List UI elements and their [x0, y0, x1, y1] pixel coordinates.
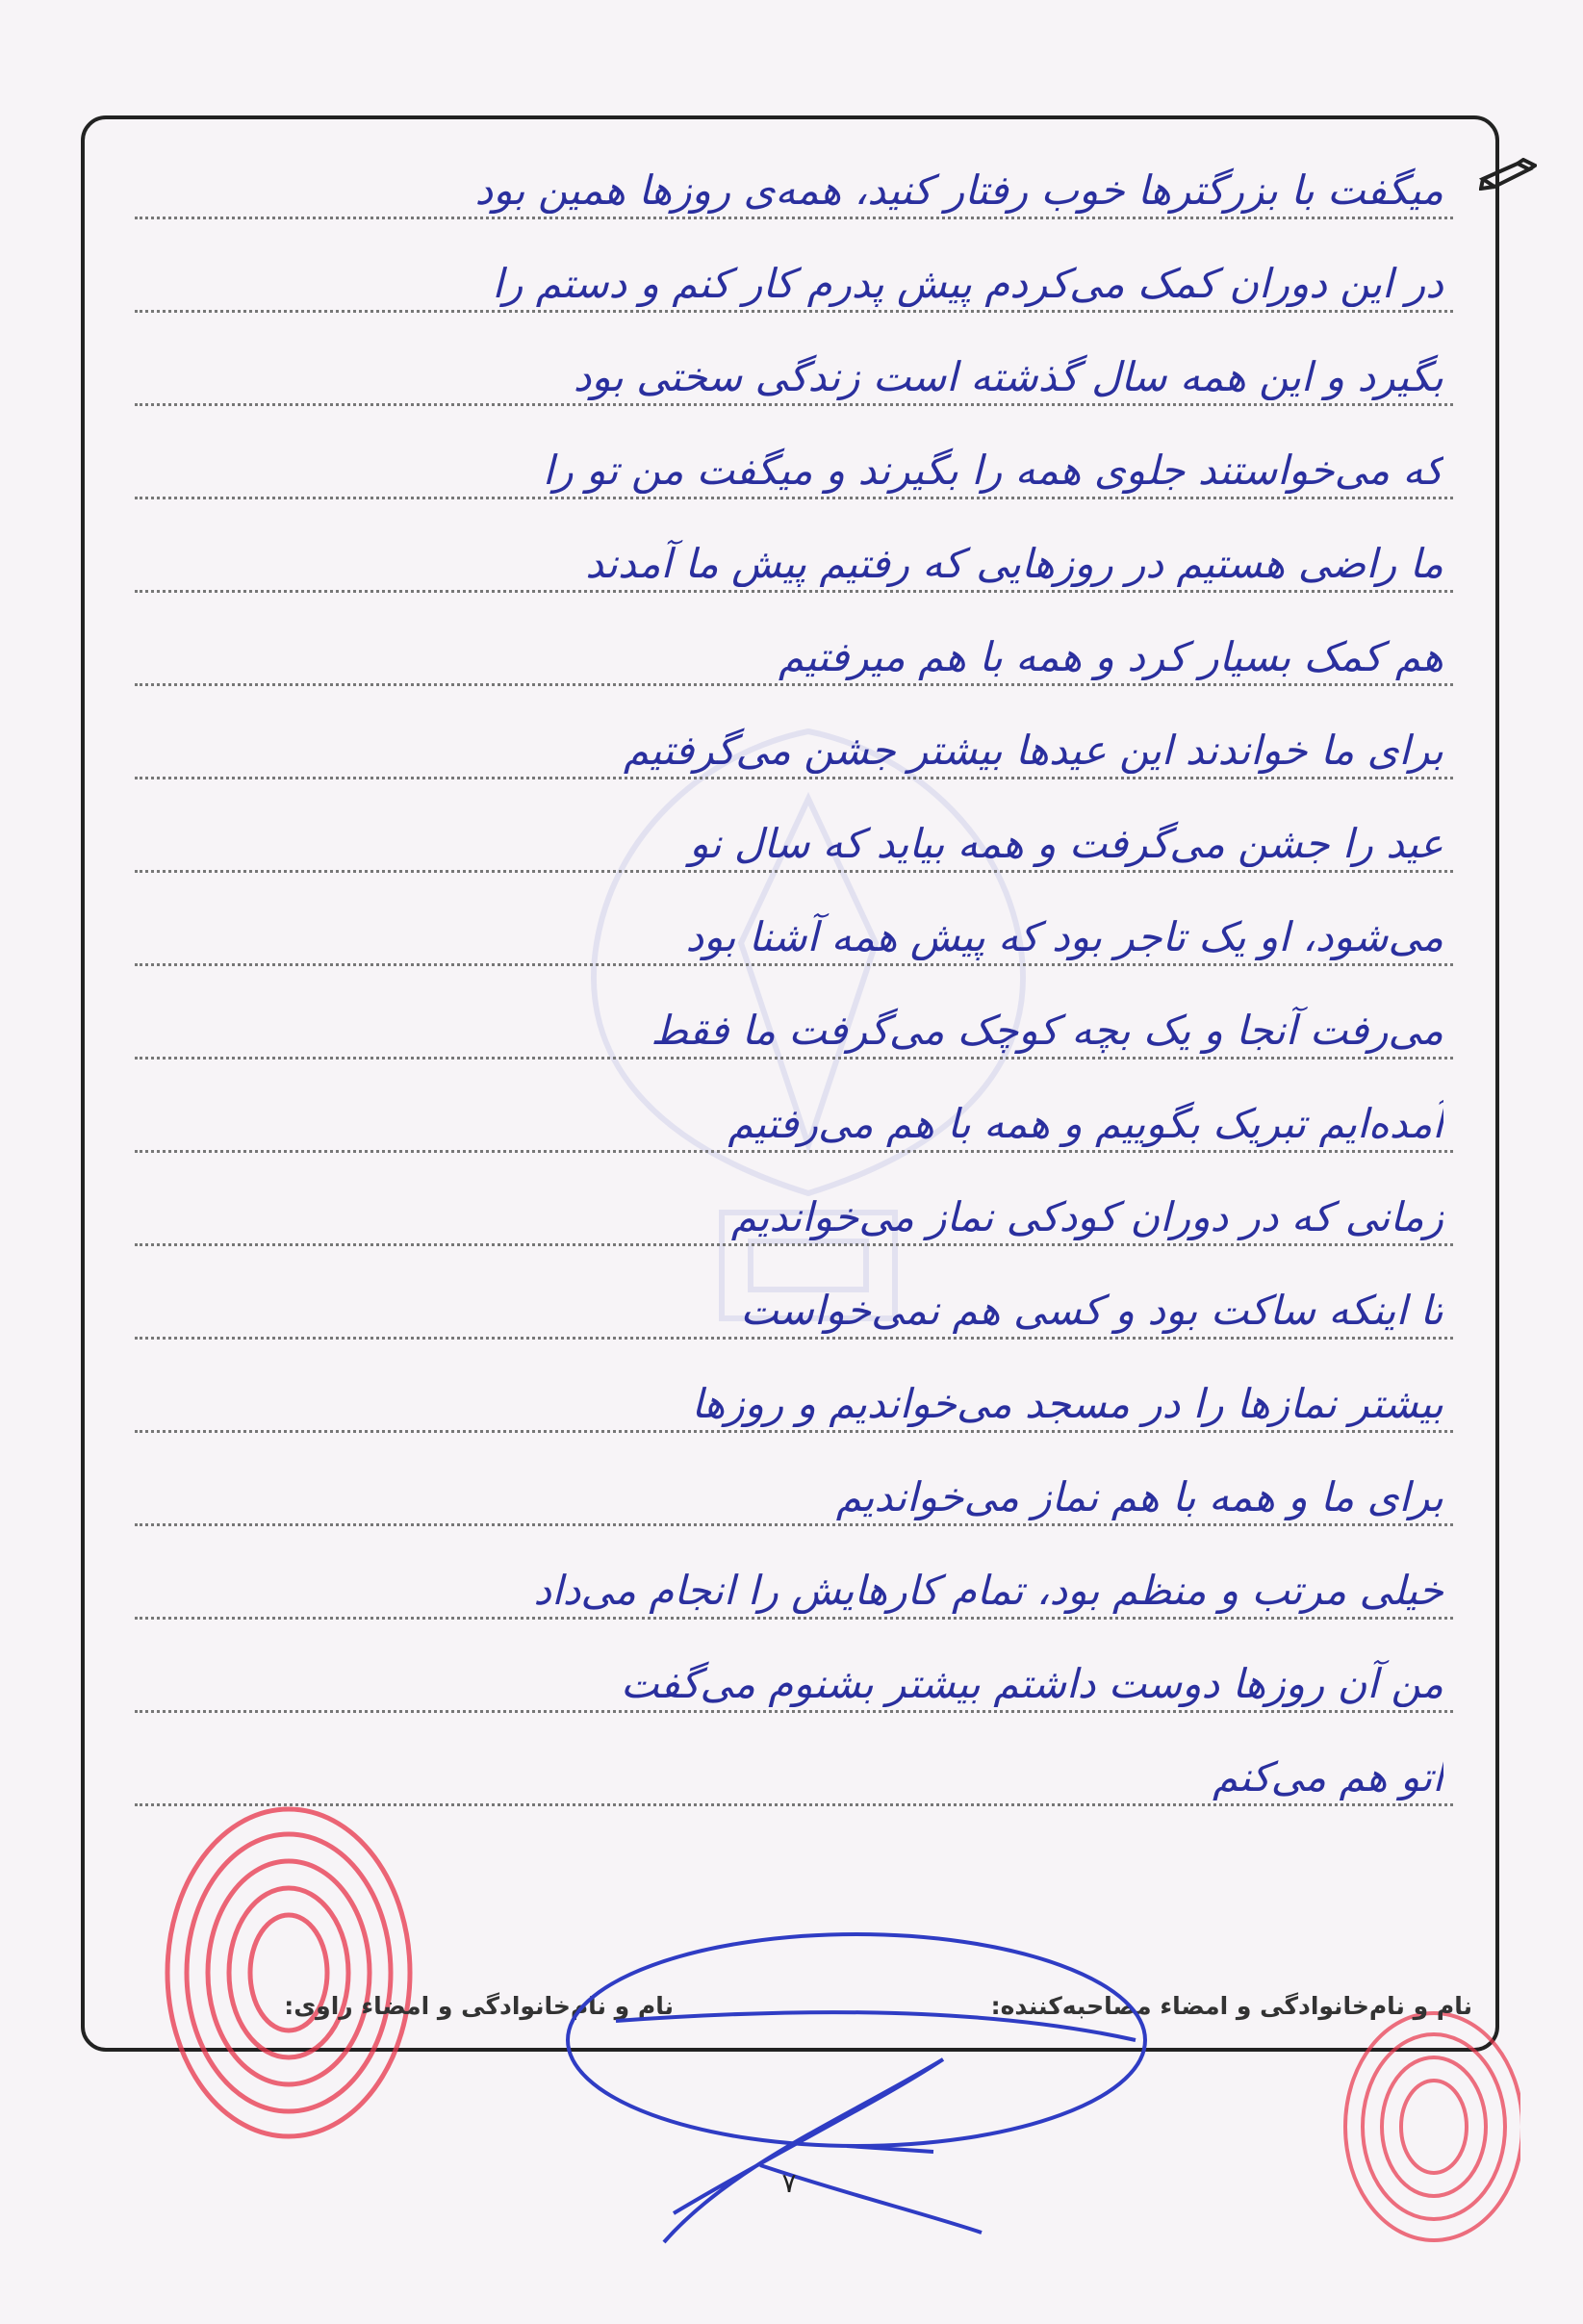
page-number: ۷: [781, 2167, 797, 2199]
line-row: [135, 1068, 1453, 1162]
handwritten-line: زمانی که در دوران کودکی نماز می‌خواندیم: [730, 1193, 1443, 1240]
line-row: [135, 788, 1453, 882]
handwritten-line: بیشتر نمازها را در مسجد می‌خواندیم و روزها: [691, 1380, 1443, 1427]
fingerprint-stamp-left: [144, 1790, 433, 2156]
handwritten-line: ما راضی هستیم در روزهایی که رفتیم پیش ما آمدند: [585, 540, 1443, 587]
handwritten-line: بگیرد و این همه سال گذشته است زندگی سختی بود: [573, 353, 1443, 400]
line-row: [135, 881, 1453, 976]
handwritten-line: در این دوران کمک می‌کردم پیش پدرم کار کنم و دستم را: [492, 260, 1443, 307]
line-row: [135, 415, 1453, 509]
handwritten-line: خیلی مرتب و منظم بود، تمام کارهایش را انجام می‌داد: [533, 1567, 1443, 1614]
handwritten-line: من آن روزها دوست داشتم بیشتر بشنوم می‌گفت: [620, 1660, 1443, 1707]
line-row: [135, 1535, 1453, 1629]
line-row: [135, 1162, 1453, 1256]
handwritten-line: هم کمک بسیار کرد و همه با هم میرفتیم: [778, 633, 1443, 680]
handwritten-line: که می‌خواستند جلوی همه را بگیرند و میگفت من تو را: [542, 447, 1443, 494]
fingerprint-stamp-right: [1289, 2002, 1520, 2252]
handwritten-line: اتو هم می‌کنم: [1213, 1753, 1443, 1800]
line-row: [135, 1348, 1453, 1443]
narrator-signature-label: نام و نام‌خانوادگی و امضاء راوی:: [284, 1992, 674, 2020]
handwritten-line: عید را جشن می‌گرفت و همه بیاید که سال نو: [689, 820, 1443, 867]
handwritten-line: می‌شود، او یک تاجر بود که پیش همه آشنا بود: [685, 913, 1443, 960]
line-row: [135, 321, 1453, 416]
line-row: [135, 975, 1453, 1069]
handwritten-line: برای ما خواندند این عیدها بیشتر جشن می‌گرفتیم: [623, 727, 1443, 774]
pen-icon: [1479, 158, 1537, 191]
handwritten-lines: [135, 135, 1453, 1963]
interviewer-signature-label: نام و نام‌خانوادگی و امضاء مصاحبه‌کننده:: [990, 1992, 1472, 2020]
handwritten-line: آمده‌ایم تبریک بگوییم و همه با هم می‌رفتیم: [728, 1100, 1443, 1147]
line-row: [135, 1442, 1453, 1536]
line-row: [135, 228, 1453, 322]
line-row: [135, 135, 1453, 229]
handwritten-line: برای ما و همه با هم نماز می‌خواندیم: [835, 1473, 1443, 1520]
handwritten-line: می‌رفت آنجا و یک بچه کوچک می‌گرفت ما فقط: [651, 1007, 1443, 1054]
line-row: [135, 508, 1453, 602]
interviewer-signature: [558, 1925, 1174, 2252]
line-row: [135, 601, 1453, 696]
handwritten-line: میگفت با بزرگترها خوب رفتار کنید، همه‌ی روزها همین بود: [474, 166, 1443, 214]
line-row: [135, 1255, 1453, 1349]
handwritten-line: تا اینکه ساکت بود و کسی هم نمی‌خواست: [740, 1287, 1443, 1334]
line-row: [135, 695, 1453, 789]
line-row: [135, 1628, 1453, 1723]
